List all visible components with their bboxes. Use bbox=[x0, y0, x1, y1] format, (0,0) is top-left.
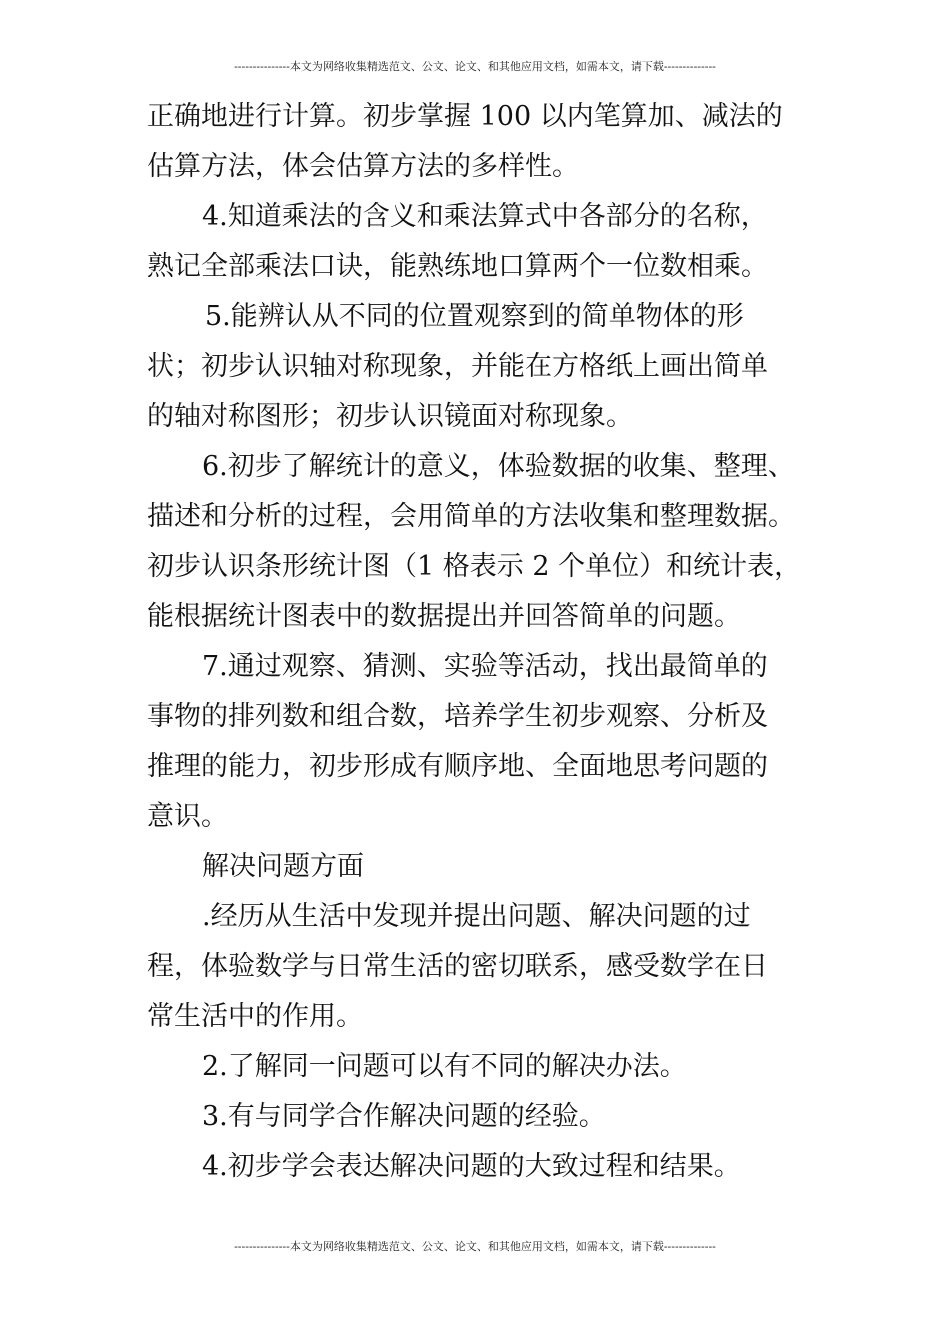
text-line: 描述和分析的过程，会用简单的方法收集和整理数据。 bbox=[147, 501, 795, 532]
paragraph-start: 3.有与同学合作解决问题的经验。 bbox=[202, 1101, 606, 1132]
paragraph-start: 5.能辨认从不同的位置观察到的简单物体的形 bbox=[205, 301, 744, 332]
text-line: 状；初步认识轴对称现象，并能在方格纸上画出简单 bbox=[147, 351, 768, 382]
text-line: 意识。 bbox=[147, 801, 228, 832]
text-line: 熟记全部乘法口诀，能熟练地口算两个一位数相乘。 bbox=[147, 251, 768, 282]
text-line: 推理的能力，初步形成有顺序地、全面地思考问题的 bbox=[147, 751, 768, 782]
text-line: 初步认识条形统计图（1 格表示 2 个单位）和统计表， bbox=[147, 551, 802, 582]
text-line: 程，体验数学与日常生活的密切联系，感受数学在日 bbox=[147, 951, 768, 982]
text-line: 正确地进行计算。初步掌握 100 以内笔算加、减法的 bbox=[147, 101, 783, 132]
text-line: 常生活中的作用。 bbox=[147, 1001, 363, 1032]
paragraph-start: 4.初步学会表达解决问题的大致过程和结果。 bbox=[202, 1151, 741, 1182]
paragraph-start: 7.通过观察、猜测、实验等活动，找出最简单的 bbox=[202, 651, 768, 682]
document-body bbox=[147, 92, 807, 1192]
text-line: 事物的排列数和组合数，培养学生初步观察、分析及 bbox=[147, 701, 768, 732]
paragraph-start: 2.了解同一问题可以有不同的解决办法。 bbox=[202, 1051, 687, 1082]
text-line: 估算方法，体会估算方法的多样性。 bbox=[147, 151, 579, 182]
header-banner: ---------------本文为网络收集精选范文、公文、论文、和其他应用文档，如需本文，请下载-------------- bbox=[234, 60, 716, 73]
paragraph-start: .经历从生活中发现并提出问题、解决问题的过 bbox=[202, 901, 751, 932]
paragraph-start: 4.知道乘法的含义和乘法算式中各部分的名称， bbox=[202, 201, 768, 232]
footer-banner: ---------------本文为网络收集精选范文、公文、论文、和其他应用文档，如需本文，请下载-------------- bbox=[234, 1240, 716, 1253]
paragraph-start: 6.初步了解统计的意义，体验数据的收集、整理、 bbox=[202, 451, 795, 482]
text-line: 能根据统计图表中的数据提出并回答简单的问题。 bbox=[147, 601, 741, 632]
section-heading: 解决问题方面 bbox=[202, 851, 364, 882]
text-line: 的轴对称图形；初步认识镜面对称现象。 bbox=[147, 401, 633, 432]
